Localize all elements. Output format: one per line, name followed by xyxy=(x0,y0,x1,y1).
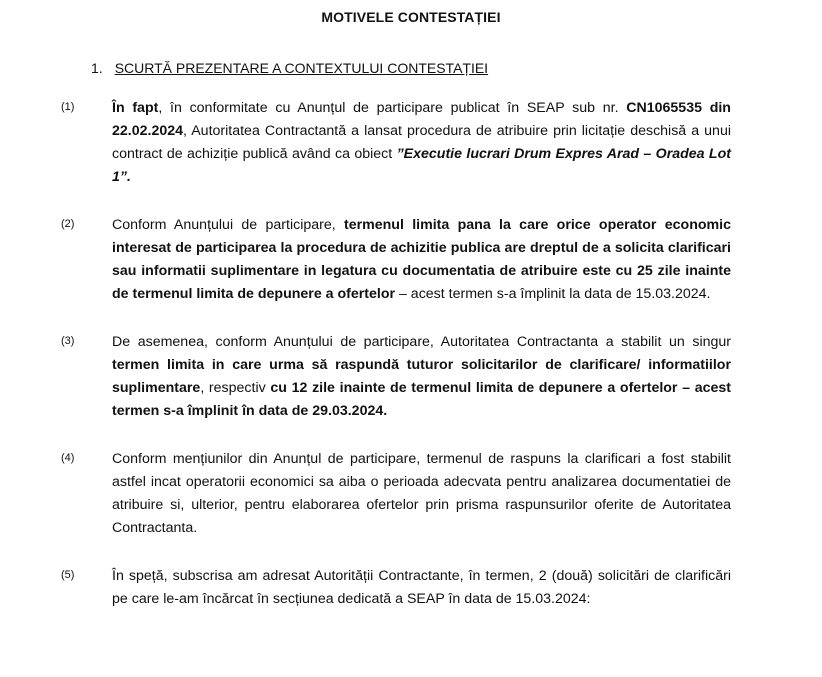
paragraph-text xyxy=(112,331,731,423)
paragraph-segment: , respectiv xyxy=(200,380,271,396)
section-heading xyxy=(91,60,488,76)
paragraph-number: (3) xyxy=(61,335,75,347)
paragraph-segment: Conform Anunțului de participare, xyxy=(112,217,344,233)
paragraph-number: (5) xyxy=(61,569,75,581)
section-number: 1. xyxy=(91,60,103,76)
paragraph-segment: termen limita in care urma să raspundă tuturor solicitarilor de clarificare/ informatiilor suplimentare xyxy=(112,357,731,396)
paragraph-text xyxy=(112,97,731,189)
paragraph-number: (1) xyxy=(61,101,75,113)
paragraph-number: (4) xyxy=(61,452,75,464)
paragraph-segment: CN1065535 din 22.02.2024 xyxy=(112,100,731,139)
paragraph-segment: , Autoritatea Contractantă a lansat procedura de atribuire prin licitație deschisă a unui contract de achiziție publică având ca obiect xyxy=(112,123,731,162)
paragraph-segment: În speță, subscrisa am adresat Autorității Contractante, în termen, 2 (două) solicitări de clarificări pe care le-am încărcat în secțiunea dedicată a SEAP în data de 15.03.2024: xyxy=(112,568,731,607)
paragraph-segment: În fapt xyxy=(112,100,159,116)
paragraph-segment: cu 12 zile inainte de termenul limita de depunere a ofertelor – acest termen s-a împlinit în data de 29.03.2024. xyxy=(112,380,731,419)
section-title: SCURTĂ PREZENTARE A CONTEXTULUI CONTESTAȚIEI xyxy=(114,60,489,76)
paragraph-segment: De asemenea, conform Anunțului de participare, Autoritatea Contractanta a stabilit un singur xyxy=(112,334,731,350)
paragraph-segment: ”Executie lucrari Drum Expres Arad – Oradea Lot 1”. xyxy=(112,146,731,185)
document-title: MOTIVELE CONTESTAȚIEI xyxy=(321,9,501,25)
paragraph-segment: termenul limita pana la care orice operator economic interesat de participarea la procedura de achizitie publica are dreptul de a solicita clarificari sau informatii suplimentare in legatura cu documentatia de atribuire este cu 25 zile inainte de termenul limita de depunere a ofertelor xyxy=(112,217,731,302)
paragraph-segment: Conform mențiunilor din Anunțul de participare, termenul de raspuns la clarificari a fost stabilit astfel incat operatorii economici sa aiba o perioada adecvata pentru analizarea documentatiei de atribuire si, ulterior, pentru elaborarea ofertelor prin prisma raspunsurilor oferite de Autoritatea Contractanta. xyxy=(112,451,731,536)
paragraph-segment: , în conformitate cu Anunțul de participare publicat în SEAP sub nr. xyxy=(158,100,627,116)
paragraph-number: (2) xyxy=(61,218,75,230)
paragraph-text xyxy=(112,214,731,306)
paragraph-text xyxy=(112,448,731,540)
paragraph-text xyxy=(112,565,731,611)
paragraph-segment: – acest termen s-a împlinit la data de 15.03.2024. xyxy=(395,286,711,302)
